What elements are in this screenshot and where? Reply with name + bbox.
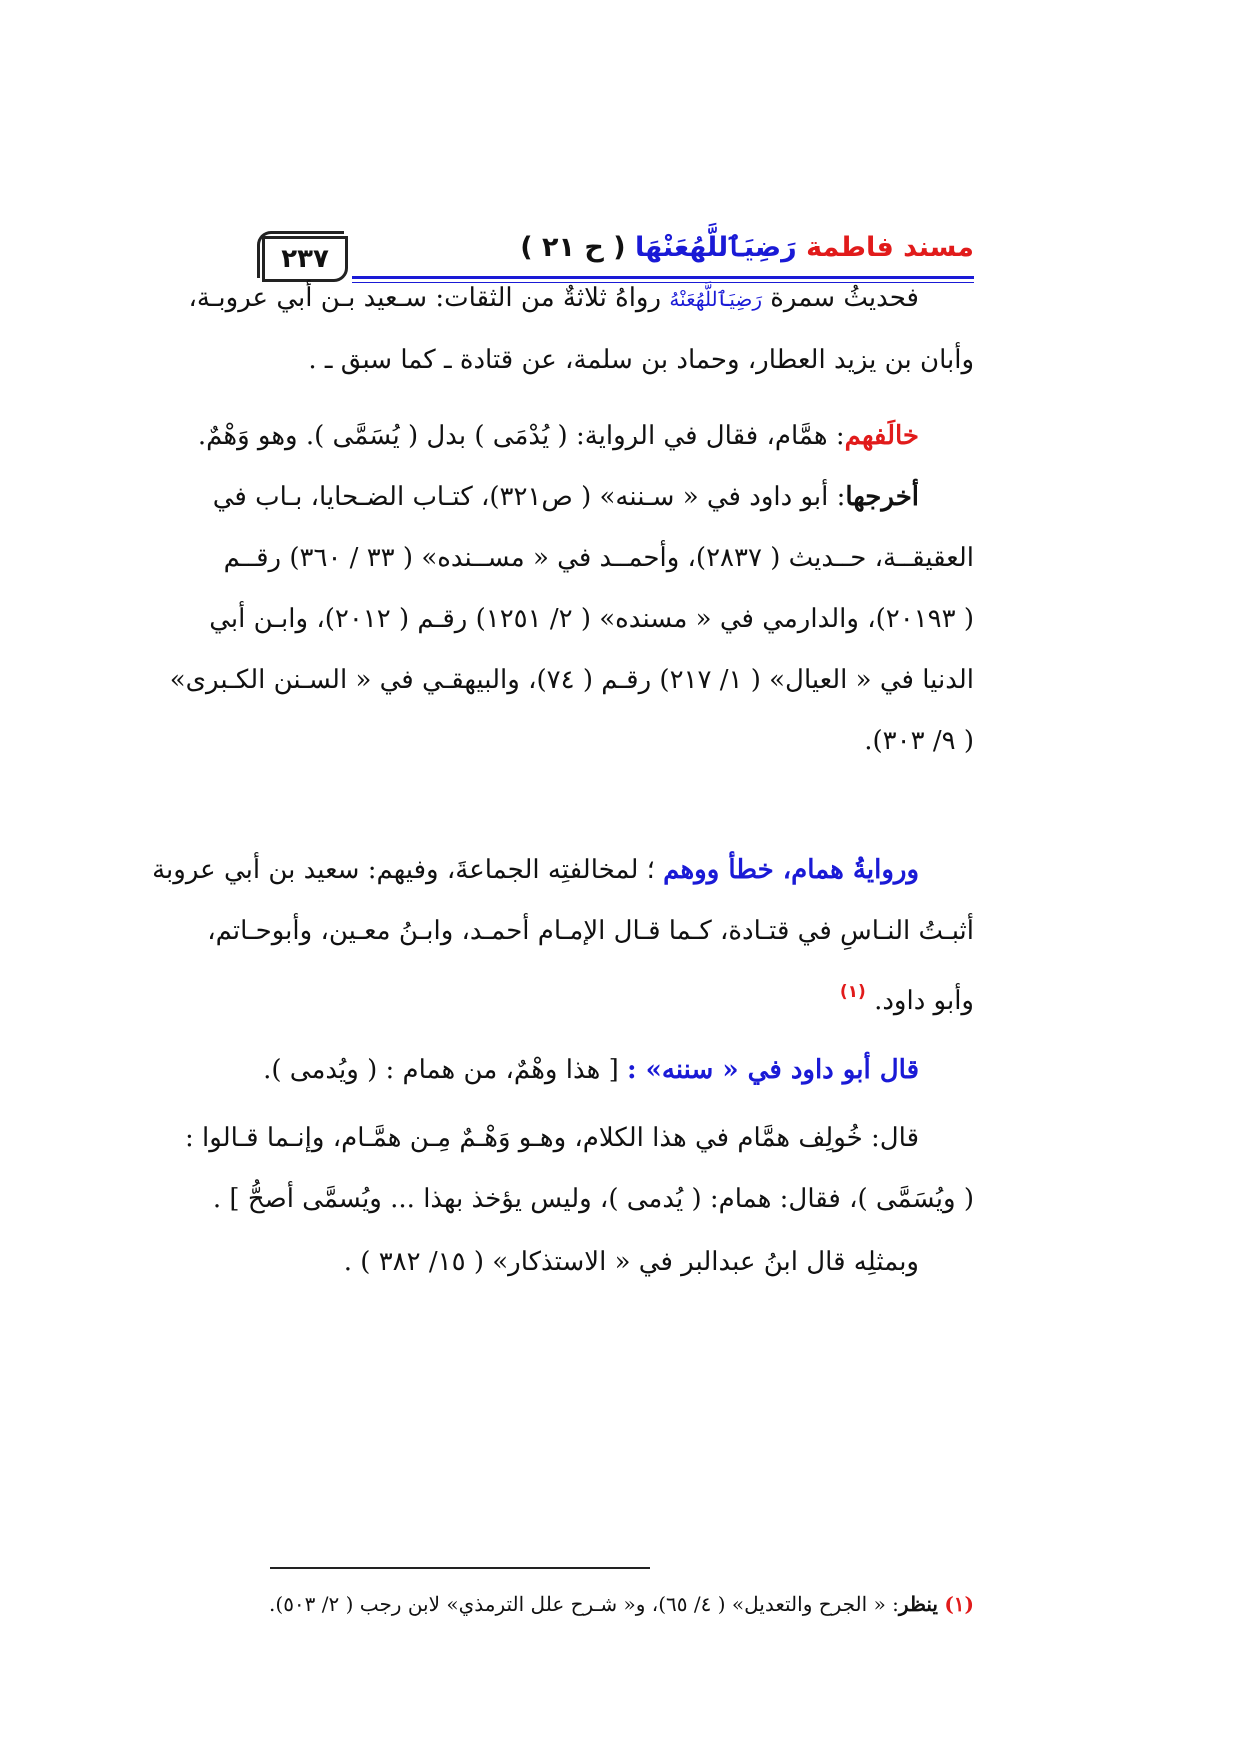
text-line: قال: خُولِف همَّام في هذا الكلام، وهـو وَهْـمٌ مِـن همَّـام، وإنـما قـالوا : (185, 1123, 919, 1153)
paragraph-7 (266, 1232, 974, 1293)
footnote-text: : « الجرح والتعديل» ( ٤/ ٦٥)، و« شـرح علل الترمذي» لابن رجب ( ٢/ ٥٠٣). (269, 1592, 899, 1616)
paragraph-3 (169, 467, 974, 772)
paragraph-6 (185, 1108, 974, 1230)
text-line: وبمثلِه قال ابنُ عبدالبر في « الاستذكار» ( ١٥/ ٣٨٢ ) . (343, 1247, 919, 1277)
text-line: ( ٢٠١٩٣)، والدارمي في « مسنده» ( ٢/ ١٢٥١) رقـم ( ٢٠١٢)، وابـن أبي (209, 604, 974, 634)
text-line: أثبـتُ النـاسِ في قتـادة، كـما قـال الإمـام أحمـد، وابـنُ معـين، وأبوحـاتم، (207, 916, 974, 946)
label-akhrajaha: أخرجها (845, 482, 919, 512)
footnote-number: (١) (944, 1592, 974, 1616)
paragraph-5 (263, 1040, 974, 1101)
label-qala-abu-dawud: قال أبو داود في « سننه» : (627, 1055, 919, 1085)
label-khalafahum: خالَفهم (844, 421, 919, 451)
text-line: وأبو داود. $^{(١)}$ (839, 982, 974, 1016)
text-line: الدنيا في « العيال» ( ١/ ٢١٧) رقـم ( ٧٤)، والبيهقـي في « السـنن الكـبرى» (169, 665, 974, 695)
footnote-separator (270, 1567, 650, 1569)
honorific-glyph: رَضِيَٱللَّهُعَنْهَا (634, 232, 797, 263)
running-head (520, 232, 974, 263)
running-head-title: مسند فاطمة (806, 232, 974, 263)
text-line: ( ٩/ ٣٠٣). (864, 726, 974, 756)
text-line: ( ويُسَمَّى )، فقال: همام: ( يُدمى )، وليس يؤخذ بهذا ... ويُسمَّى أصحُّ ] . (212, 1184, 974, 1214)
page-number: ٢٣٧ (262, 236, 348, 282)
footnote (266, 1586, 974, 1622)
text-line: أخرجها: أبو داود في « سـننه» ( ص٣٢١)، كتـاب الضـحايا، بـاب في (212, 482, 919, 512)
text-line: خالَفهم: همَّام، فقال في الرواية: ( يُدْمَى ) بدل ( يُسَمَّى ). وهو وَهْمٌ. (197, 421, 919, 451)
text-line: وروايةُ همام، خطأ ووهم ؛ لمخالفتِه الجماعةَ، وفيهم: سعيد بن أبي عروبة (152, 855, 919, 885)
honorific-glyph: رَضِيَٱللَّهُعَنْهُ (669, 287, 763, 311)
footnote-ref[interactable]: (١) (839, 982, 866, 1002)
text-line: قال أبو داود في « سننه» : [ هذا وهْمٌ، من همام : ( ويُدمى ). (263, 1055, 919, 1085)
text-line: فحديثُ سمرة رَضِيَٱللَّهُعَنْهُ رواهُ ثلاثةٌ من الثقات: سـعيد بـن أبي عروبـة، (188, 283, 919, 313)
text-line: وأبان بن يزيد العطار، وحماد بن سلمة، عن قتادة ـ كما سبق ـ . (308, 345, 974, 375)
footnote-label: ينظر (898, 1592, 938, 1616)
hadith-number: ( ح ٢١ ) (520, 232, 626, 263)
paragraph-1 (188, 268, 974, 391)
paragraph-4 (152, 840, 974, 1032)
text-line: العقيقــة، حــديث ( ٢٨٣٧)، وأحمــد في « مســنده» ( ٣٣ / ٣٦٠) رقــم (223, 543, 974, 573)
label-riwayat-hammam: وروايةُ همام، خطأ ووهم (663, 855, 919, 885)
paragraph-2 (197, 406, 974, 467)
